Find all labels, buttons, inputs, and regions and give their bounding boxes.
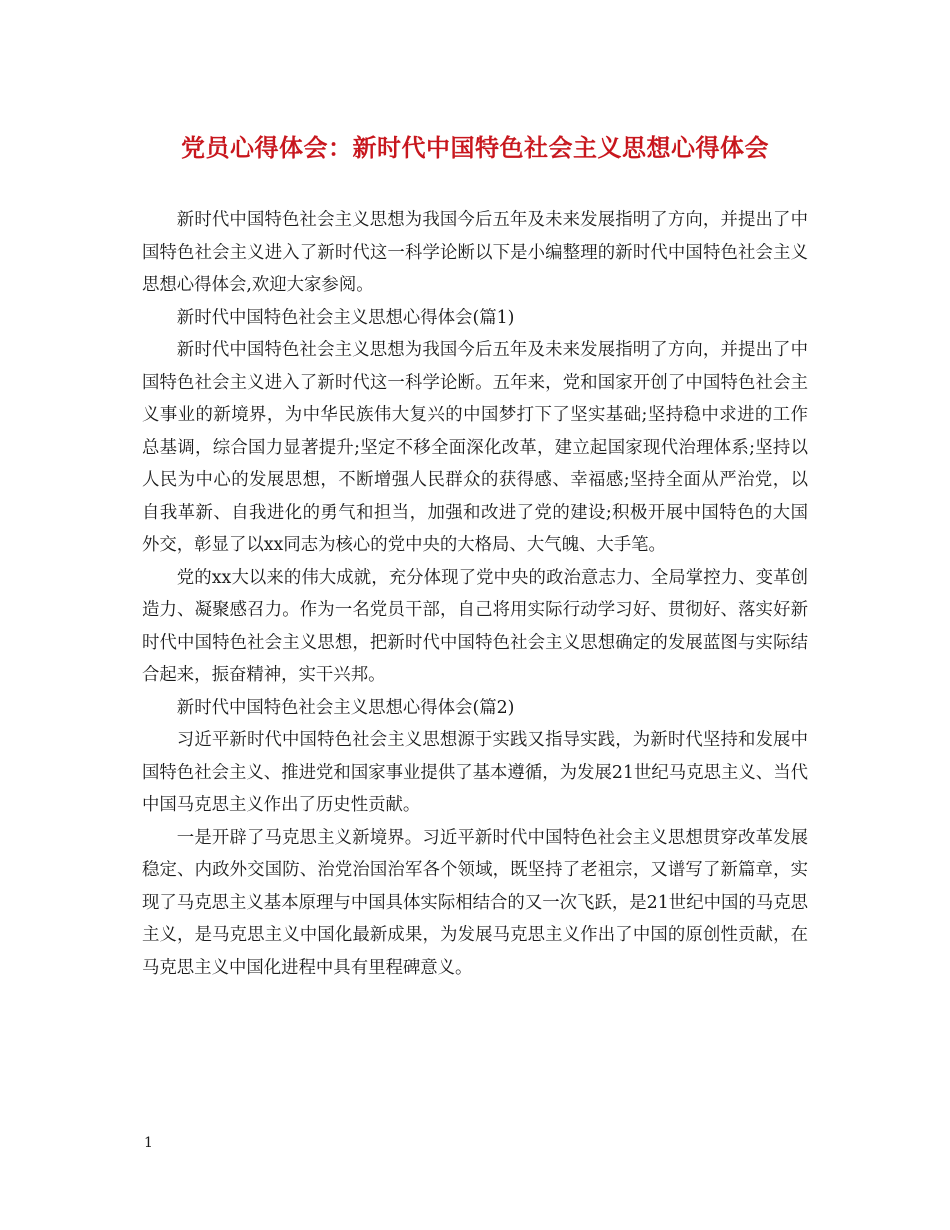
document-title: 党员心得体会：新时代中国特色社会主义思想心得体会: [181, 133, 769, 162]
body-paragraph: 习近平新时代中国特色社会主义思想源于实践又指导实践，为新时代坚持和发展中国特色社会主义、推进党和国家事业提供了基本遵循，为发展21世纪马克思主义、当代中国马克思主义作出了历史性贡献。: [142, 730, 808, 815]
document-body: [142, 204, 808, 984]
body-paragraph: 一是开辟了马克思主义新境界。习近平新时代中国特色社会主义思想贯穿改革发展稳定、内政外交国防、治党治国治军各个领域，既坚持了老祖宗，又谱写了新篇章，实现了马克思主义基本原理与中国具体实际相结合的又一次飞跃，是21世纪中国的马克思主义，是马克思主义中国化最新成果，为发展马克思主义作出了中国的原创性贡献，在马克思主义中国化进程中具有里程碑意义。: [142, 827, 808, 978]
body-paragraph: 党的xx大以来的伟大成就，充分体现了党中央的政治意志力、全局掌控力、变革创造力、凝聚感召力。作为一名党员干部，自己将用实际行动学习好、贯彻好、落实好新时代中国特色社会主义思想，把新时代中国特色社会主义思想确定的发展蓝图与实际结合起来，振奋精神，实干兴邦。: [142, 567, 808, 685]
body-paragraph: 新时代中国特色社会主义思想为我国今后五年及未来发展指明了方向，并提出了中国特色社会主义进入了新时代这一科学论断。五年来，党和国家开创了中国特色社会主义事业的新境界，为中华民族伟大复兴的中国梦打下了坚实基础;坚持稳中求进的工作总基调，综合国力显著提升;坚定不移全面深化改革，建立起国家现代治理体系;坚持以人民为中心的发展思想，不断增强人民群众的获得感、幸福感;坚持全面从严治党，以自我革新、自我进化的勇气和担当，加强和改进了党的建设;积极开展中国特色的大国外交，彰显了以xx同志为核心的党中央的大格局、大气魄、大手笔。: [142, 340, 808, 555]
section-heading-part-1: 新时代中国特色社会主义思想心得体会(篇1): [176, 307, 515, 328]
intro-paragraph: 新时代中国特色社会主义思想为我国今后五年及未来发展指明了方向，并提出了中国特色社会主义进入了新时代这一科学论断以下是小编整理的新时代中国特色社会主义思想心得体会,欢迎大家参阅。: [142, 210, 808, 295]
page-number: 1: [144, 1135, 153, 1151]
section-heading-part-2: 新时代中国特色社会主义思想心得体会(篇2): [176, 697, 515, 718]
